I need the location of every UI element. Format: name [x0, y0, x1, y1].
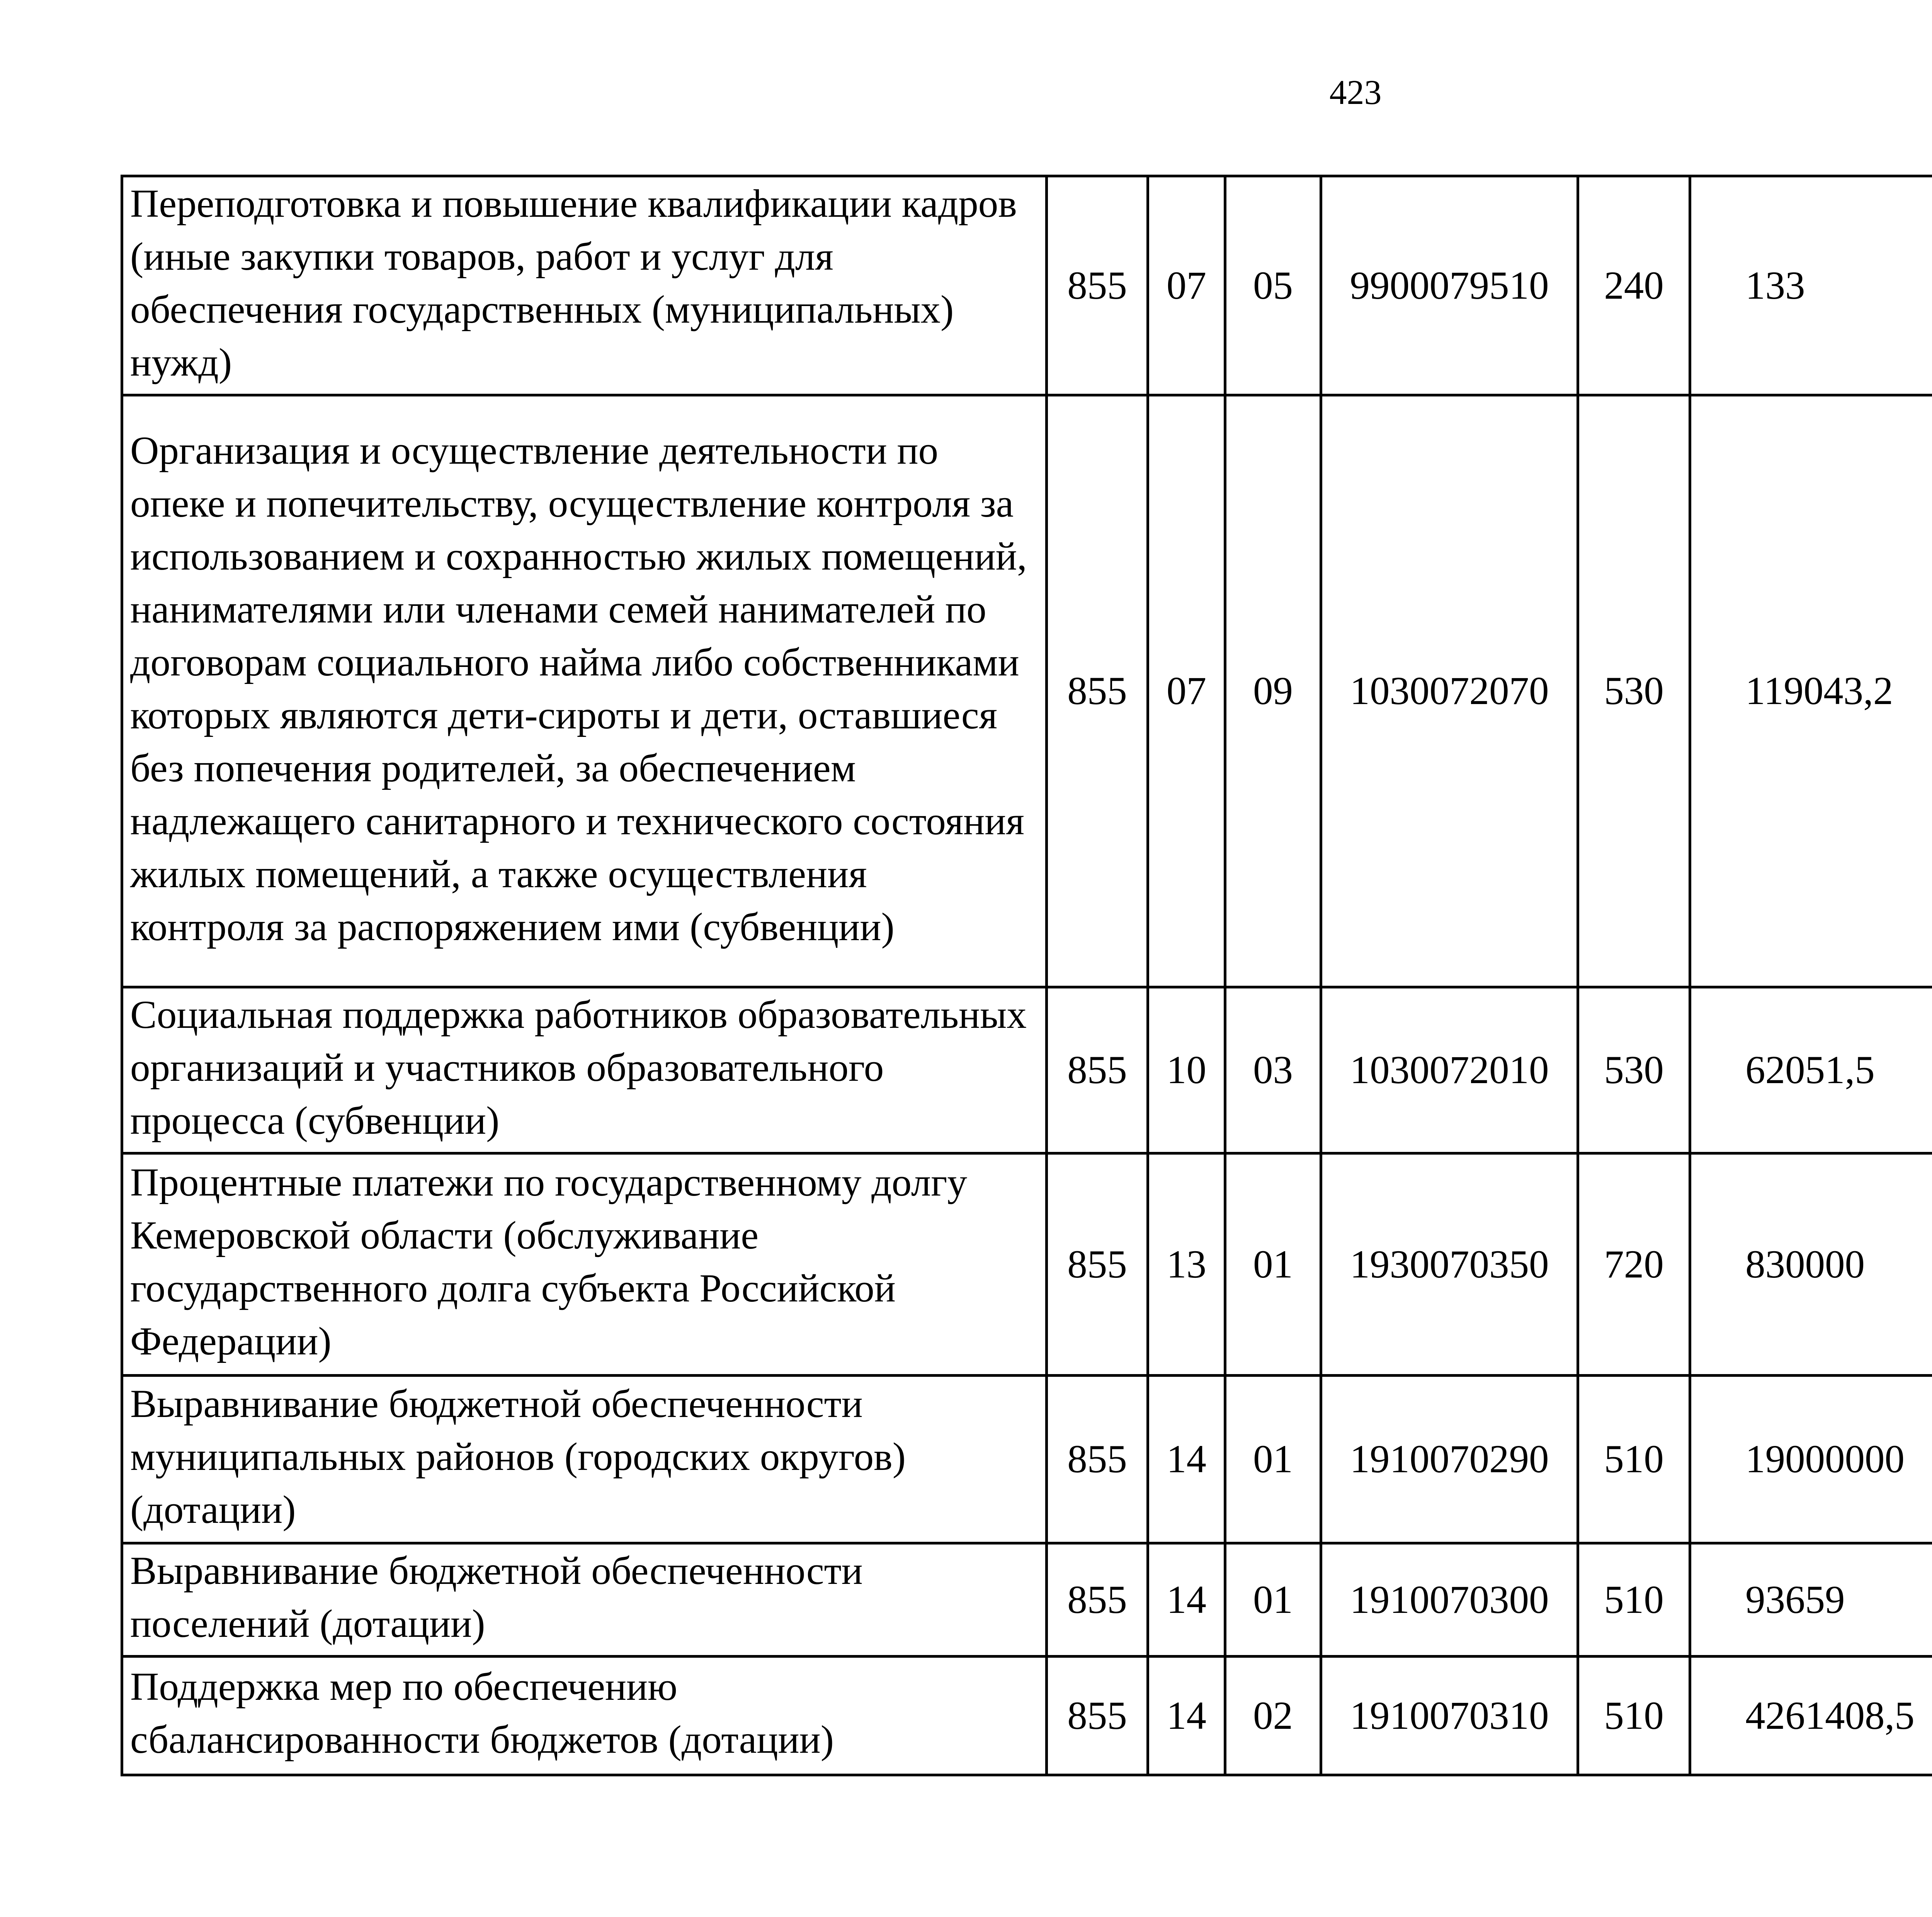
target-article-code: 9900079510	[1321, 176, 1578, 395]
section-code: 10	[1148, 987, 1225, 1153]
expense-type-code: 530	[1578, 395, 1690, 987]
subsection-code: 01	[1225, 1543, 1321, 1657]
row-description: Выравнивание бюджетной обеспеченности поселений (дотации)	[122, 1543, 1047, 1657]
target-article-code: 1910070290	[1321, 1376, 1578, 1543]
ministry-code: 855	[1047, 1153, 1148, 1376]
section-code: 07	[1148, 395, 1225, 987]
target-article-code: 1910070310	[1321, 1657, 1578, 1775]
subsection-code: 09	[1225, 395, 1321, 987]
expense-type-code: 530	[1578, 987, 1690, 1153]
row-description: Поддержка мер по обеспечению сбалансированности бюджетов (дотации)	[122, 1657, 1047, 1775]
subsection-code: 01	[1225, 1153, 1321, 1376]
amount-year-1: 4261408,5	[1690, 1657, 1932, 1775]
section-code: 13	[1148, 1153, 1225, 1376]
ministry-code: 855	[1047, 1657, 1148, 1775]
amount-year-1: 119043,2	[1690, 395, 1932, 987]
amount-year-1: 133	[1690, 176, 1932, 395]
amount-year-1: 93659	[1690, 1543, 1932, 1657]
subsection-code: 02	[1225, 1657, 1321, 1775]
expense-type-code: 510	[1578, 1543, 1690, 1657]
subsection-code: 05	[1225, 176, 1321, 395]
table-row	[122, 1543, 1932, 1657]
target-article-code: 1030072070	[1321, 395, 1578, 987]
ministry-code: 855	[1047, 987, 1148, 1153]
subsection-code: 03	[1225, 987, 1321, 1153]
expense-type-code: 510	[1578, 1376, 1690, 1543]
section-code: 14	[1148, 1543, 1225, 1657]
ministry-code: 855	[1047, 395, 1148, 987]
section-code: 07	[1148, 176, 1225, 395]
target-article-code: 1930070350	[1321, 1153, 1578, 1376]
row-description: Организация и осуществление деятельности по опеке и попечительству, осуществление контроля за использованием и сохранностью жилых помещений, нанимателями или членами семей нанимателей по договорам социального найма либо собственниками которых являются дети-сироты и дети, оставшиеся без попечения родителей, за обеспечением надлежащего санитарного и технического состояния жилых помещений, а также осуществления контроля за распоряжением ими (субвенции)	[122, 395, 1047, 987]
table-row	[122, 395, 1932, 987]
table-row	[122, 176, 1932, 395]
target-article-code: 1030072010	[1321, 987, 1578, 1153]
amount-year-1: 62051,5	[1690, 987, 1932, 1153]
ministry-code: 855	[1047, 1376, 1148, 1543]
table-row	[122, 987, 1932, 1153]
budget-table	[121, 175, 1932, 1776]
expense-type-code: 720	[1578, 1153, 1690, 1376]
expense-type-code: 510	[1578, 1657, 1690, 1775]
row-description: Процентные платежи по государственному долгу Кемеровской области (обслуживание государственного долга субъекта Российской Федерации)	[122, 1153, 1047, 1376]
section-code: 14	[1148, 1657, 1225, 1775]
row-description: Социальная поддержка работников образовательных организаций и участников образовательного процесса (субвенции)	[122, 987, 1047, 1153]
table-row	[122, 1153, 1932, 1376]
target-article-code: 1910070300	[1321, 1543, 1578, 1657]
expense-type-code: 240	[1578, 176, 1690, 395]
ministry-code: 855	[1047, 1543, 1148, 1657]
amount-year-1: 19000000	[1690, 1376, 1932, 1543]
row-description: Выравнивание бюджетной обеспеченности муниципальных районов (городских округов) (дотации)	[122, 1376, 1047, 1543]
table-row	[122, 1376, 1932, 1543]
ministry-code: 855	[1047, 176, 1148, 395]
subsection-code: 01	[1225, 1376, 1321, 1543]
amount-year-1: 830000	[1690, 1153, 1932, 1376]
page-number: 423	[1329, 73, 1382, 112]
section-code: 14	[1148, 1376, 1225, 1543]
table-row	[122, 1657, 1932, 1775]
row-description: Переподготовка и повышение квалификации кадров (иные закупки товаров, работ и услуг для обеспечения государственных (муниципальных) нужд)	[122, 176, 1047, 395]
